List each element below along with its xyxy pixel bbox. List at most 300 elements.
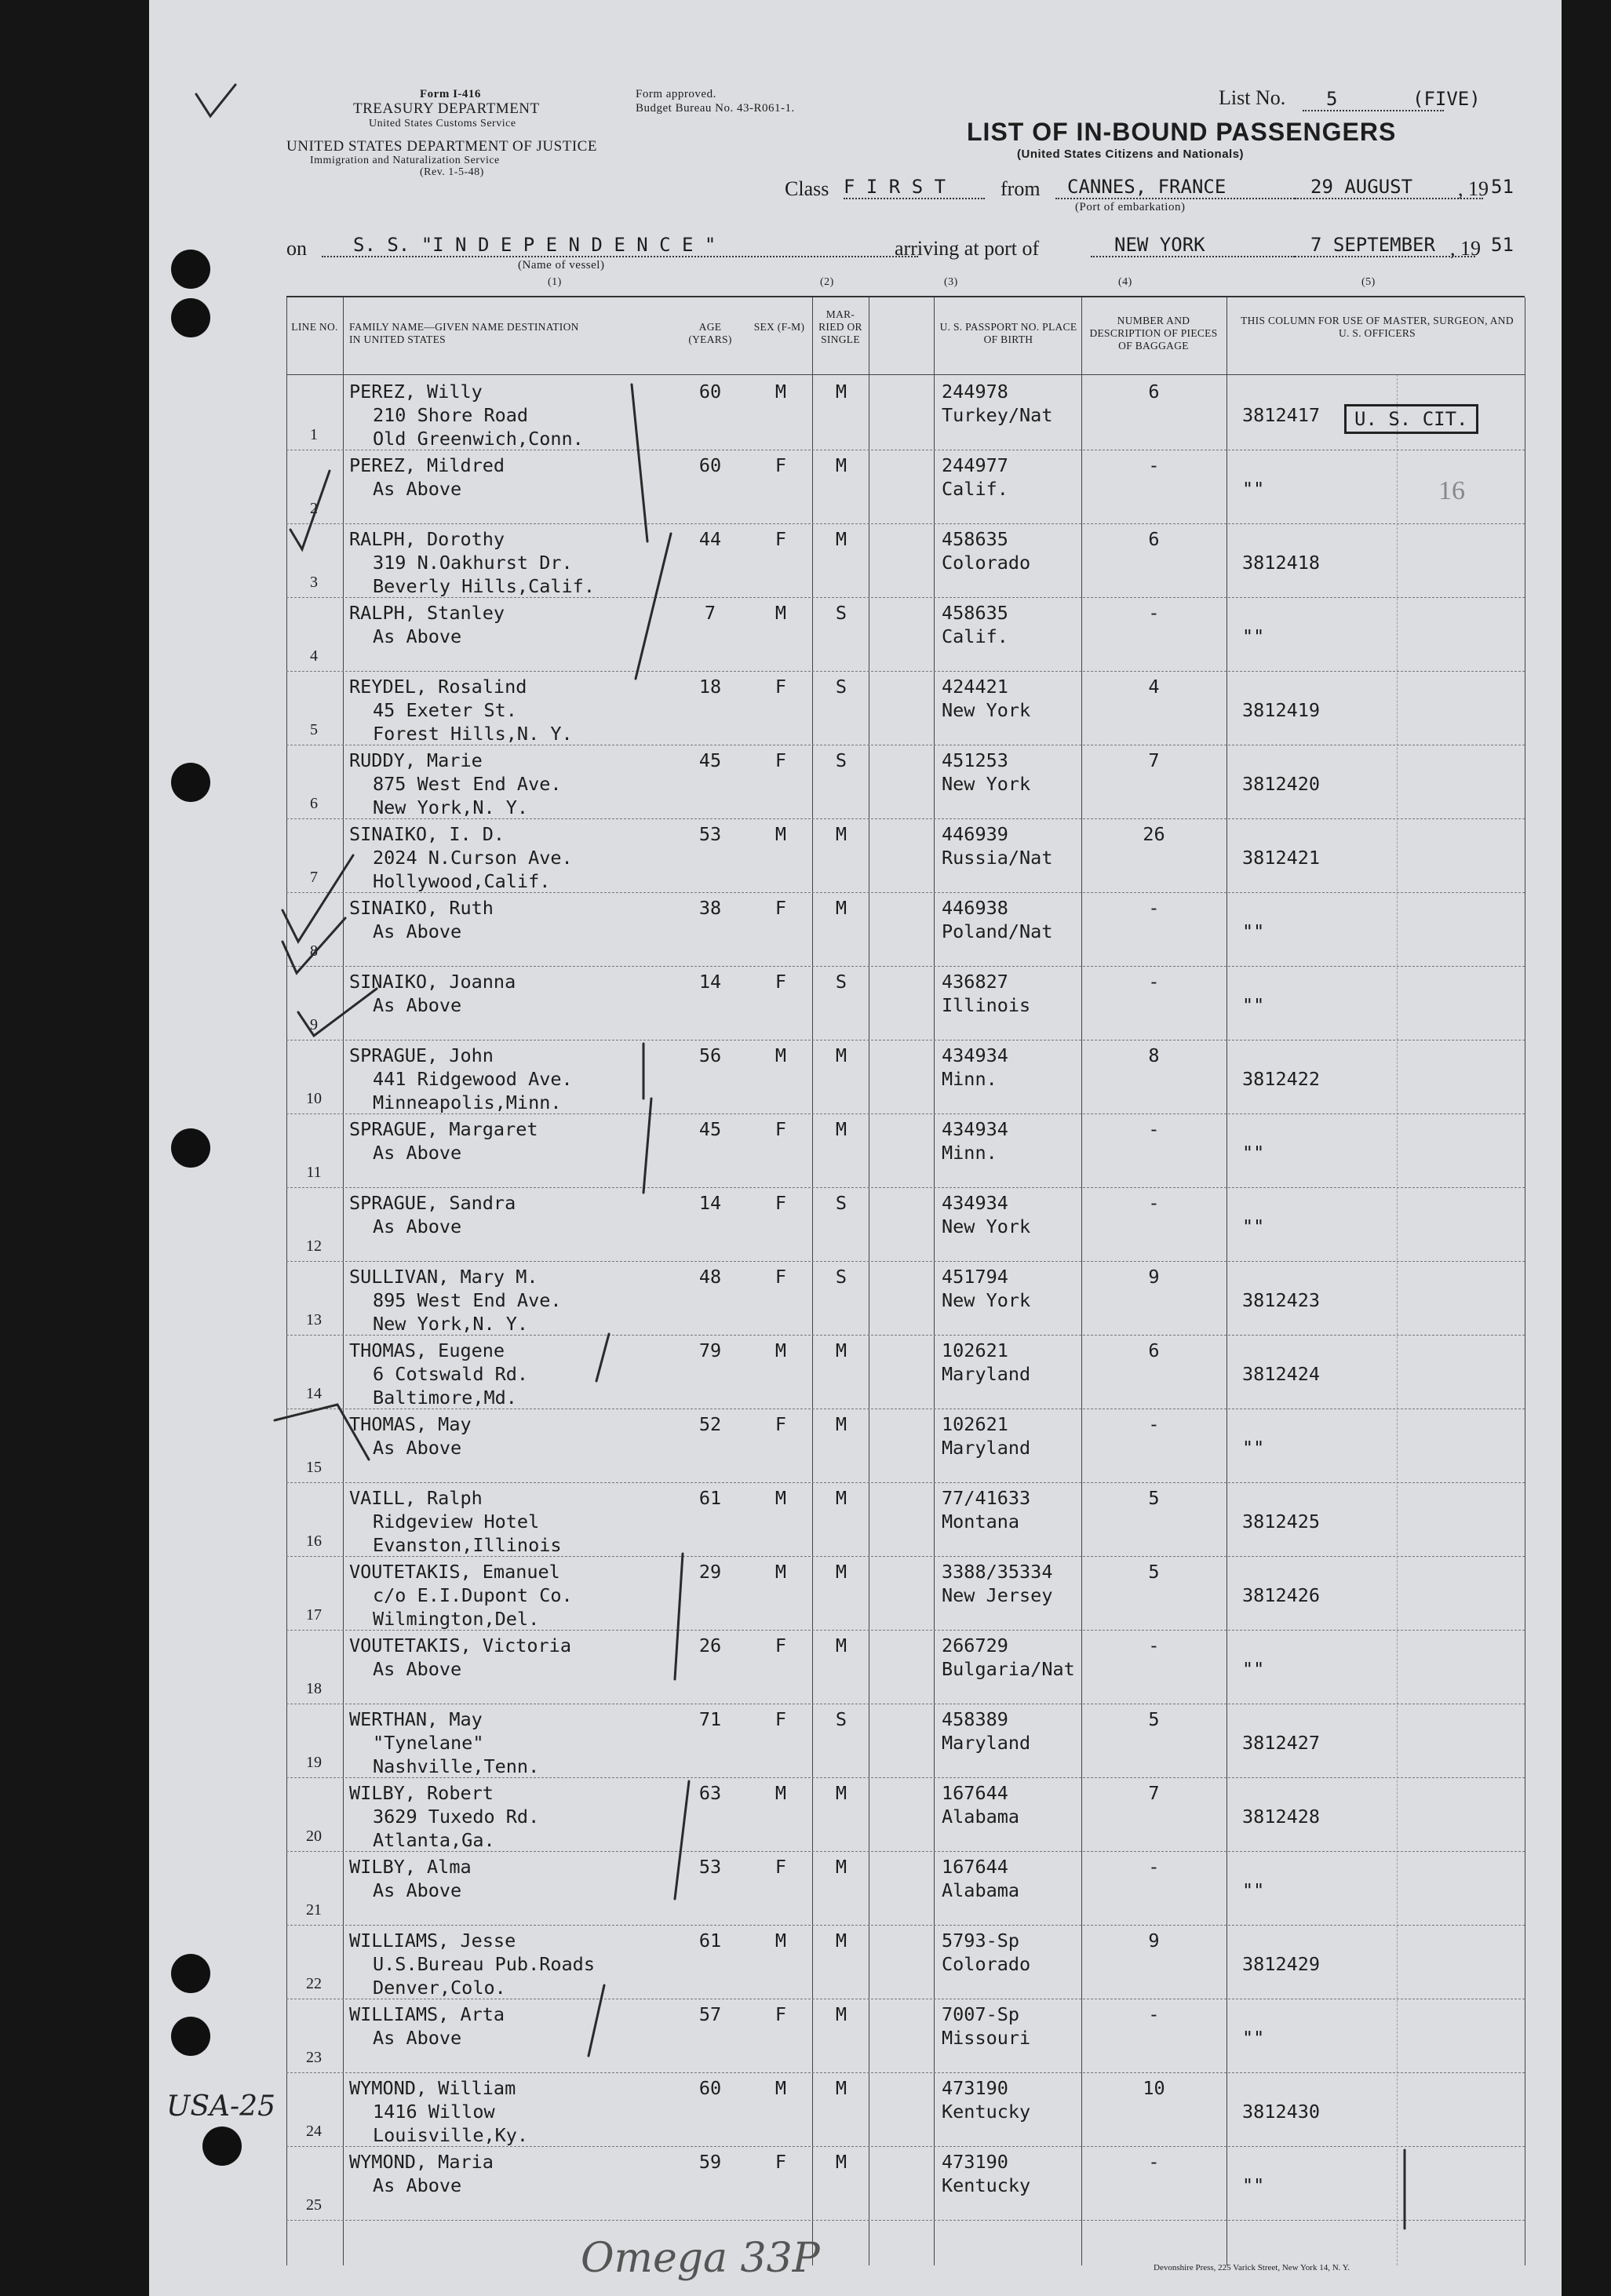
- place-of-birth: Missouri: [942, 2027, 1031, 2049]
- header-officers: THIS COLUMN FOR USE OF MASTER, SURGEON, AND U. S. OFFICERS: [1241, 315, 1514, 339]
- table-row: [286, 2072, 1525, 2147]
- marital-status: S: [835, 1266, 847, 1288]
- place-of-birth: New Jersey: [942, 1584, 1053, 1606]
- officer-reference: 3812429: [1242, 1953, 1321, 1975]
- colnum-1: (1): [548, 276, 562, 288]
- passenger-name: SPRAGUE, John: [349, 1044, 494, 1066]
- passport-number: 102621: [942, 1339, 1008, 1361]
- sex: M: [775, 1561, 787, 1583]
- baggage-count: 4: [1148, 676, 1160, 698]
- age: 14: [698, 1192, 722, 1214]
- marital-status: M: [835, 1487, 847, 1509]
- sex: F: [775, 1708, 787, 1730]
- sex: F: [775, 2003, 787, 2025]
- table-row: [286, 745, 1525, 819]
- line-number: 9: [310, 1016, 318, 1033]
- age: 53: [698, 1856, 722, 1878]
- place-of-birth: Kentucky: [942, 2101, 1031, 2123]
- line-number: 11: [306, 1164, 322, 1181]
- passport-number: 5793-Sp: [942, 1930, 1020, 1952]
- officer-reference: 3812424: [1242, 1363, 1321, 1385]
- age: 45: [698, 1118, 722, 1140]
- age: 14: [698, 971, 722, 993]
- passport-number: 167644: [942, 1856, 1008, 1878]
- sex: F: [775, 528, 787, 550]
- age: 60: [698, 2077, 722, 2099]
- place-of-birth: New York: [942, 699, 1031, 721]
- document-title: LIST OF IN-BOUND PASSENGERS: [967, 118, 1397, 146]
- passport-number: 3388/35334: [942, 1561, 1053, 1583]
- age: 53: [698, 823, 722, 845]
- place-of-birth: Turkey/Nat: [942, 404, 1053, 426]
- address-line-1: 6 Cotswald Rd.: [373, 1363, 529, 1385]
- baggage-count: -: [1148, 897, 1160, 919]
- passport-number: 451794: [942, 1266, 1008, 1288]
- place-of-birth: Maryland: [942, 1732, 1031, 1754]
- officer-reference: "": [1242, 1215, 1265, 1237]
- place-of-birth: Minn.: [942, 1142, 997, 1164]
- date-arrive: 7 SEPTEMBER: [1295, 234, 1475, 257]
- address-line-1: As Above: [373, 1437, 462, 1459]
- marital-status: M: [835, 454, 847, 476]
- table-row: [286, 523, 1525, 598]
- address-line-2: Wilmington,Del.: [373, 1608, 540, 1630]
- officer-reference: 3812426: [1242, 1584, 1321, 1606]
- colnum-4: (4): [1118, 276, 1132, 288]
- line-number: 2: [310, 500, 318, 517]
- passport-number: 434934: [942, 1118, 1008, 1140]
- punch-hole: [202, 2127, 242, 2166]
- table-row: [286, 450, 1525, 524]
- baggage-count: -: [1148, 1635, 1160, 1656]
- table-row: [286, 1556, 1525, 1631]
- table-row: [286, 1409, 1525, 1483]
- marital-status: M: [835, 823, 847, 845]
- address-line-2: New York,N. Y.: [373, 1313, 529, 1335]
- header-sex: SEX (F-M): [753, 321, 805, 333]
- address-line-1: As Above: [373, 920, 462, 942]
- place-of-birth: Alabama: [942, 1879, 1020, 1901]
- passport-number: 473190: [942, 2151, 1008, 2173]
- baggage-count: 6: [1148, 1339, 1160, 1361]
- line-number: 17: [306, 1606, 322, 1624]
- colnum-5: (5): [1361, 276, 1376, 288]
- officer-reference: "": [1242, 1142, 1265, 1164]
- sex: M: [775, 1487, 787, 1509]
- baggage-count: 6: [1148, 381, 1160, 403]
- marital-status: M: [835, 1339, 847, 1361]
- sex: F: [775, 1413, 787, 1435]
- officer-reference: 3812425: [1242, 1511, 1321, 1532]
- officer-reference: "": [1242, 1879, 1265, 1901]
- officer-reference: "": [1242, 2027, 1265, 2049]
- sex: F: [775, 1856, 787, 1878]
- address-line-1: As Above: [373, 2027, 462, 2049]
- passenger-name: SINAIKO, Ruth: [349, 897, 494, 919]
- address-line-2: Louisville,Ky.: [373, 2124, 529, 2146]
- marital-status: M: [835, 1635, 847, 1656]
- marital-status: M: [835, 1413, 847, 1435]
- age: 71: [698, 1708, 722, 1730]
- line-number: 18: [306, 1680, 322, 1697]
- marital-status: S: [835, 749, 847, 771]
- passport-number: 451253: [942, 749, 1008, 771]
- address-line-2: Atlanta,Ga.: [373, 1829, 495, 1851]
- margin-note: USA-25: [166, 2090, 275, 2123]
- passport-number: 473190: [942, 2077, 1008, 2099]
- baggage-count: -: [1148, 2151, 1160, 2173]
- age: 38: [698, 897, 722, 919]
- baggage-count: -: [1148, 1413, 1160, 1435]
- table-row: [286, 966, 1525, 1040]
- date-from: 29 AUGUST: [1295, 176, 1483, 199]
- officer-reference: "": [1242, 920, 1265, 942]
- table-row: [286, 1777, 1525, 1852]
- passenger-name: VOUTETAKIS, Victoria: [349, 1635, 571, 1656]
- passenger-table: [286, 296, 1525, 2265]
- marital-status: M: [835, 1118, 847, 1140]
- passport-number: 167644: [942, 1782, 1008, 1804]
- list-no-words: (FIVE): [1412, 88, 1481, 110]
- address-line-1: 210 Shore Road: [373, 404, 529, 426]
- passenger-name: WYMOND, Maria: [349, 2151, 494, 2173]
- marital-status: S: [835, 971, 847, 993]
- line-number: 1: [310, 426, 318, 443]
- year-arrive: 51: [1491, 234, 1514, 256]
- passport-number: 446938: [942, 897, 1008, 919]
- sex: M: [775, 823, 787, 845]
- place-of-birth: Poland/Nat: [942, 920, 1053, 942]
- place-of-birth: Calif.: [942, 625, 1008, 647]
- marital-status: S: [835, 1192, 847, 1214]
- sex: F: [775, 897, 787, 919]
- officer-reference: 3812423: [1242, 1289, 1321, 1311]
- address-line-2: Nashville,Tenn.: [373, 1755, 540, 1777]
- line-number: 21: [306, 1901, 322, 1919]
- place-of-birth: Colorado: [942, 1953, 1031, 1975]
- marital-status: M: [835, 2077, 847, 2099]
- passport-number: 446939: [942, 823, 1008, 845]
- address-line-1: U.S.Bureau Pub.Roads: [373, 1953, 595, 1975]
- marital-status: S: [835, 602, 847, 624]
- passenger-name: SPRAGUE, Margaret: [349, 1118, 538, 1140]
- sex: M: [775, 1044, 787, 1066]
- baggage-count: 8: [1148, 1044, 1160, 1066]
- officer-reference: 3812420: [1242, 773, 1321, 795]
- address-line-1: As Above: [373, 994, 462, 1016]
- line-number: 16: [306, 1532, 322, 1550]
- passenger-name: VOUTETAKIS, Emanuel: [349, 1561, 560, 1583]
- place-of-birth: Montana: [942, 1511, 1020, 1532]
- age: 52: [698, 1413, 722, 1435]
- age: 29: [698, 1561, 722, 1583]
- marital-status: M: [835, 1856, 847, 1878]
- passport-number: 434934: [942, 1044, 1008, 1066]
- customs-label: United States Customs Service: [369, 118, 516, 129]
- baggage-count: 7: [1148, 749, 1160, 771]
- address-line-2: Hollywood,Calif.: [373, 870, 551, 892]
- age: 44: [698, 528, 722, 550]
- baggage-count: 7: [1148, 1782, 1160, 1804]
- address-line-2: Evanston,Illinois: [373, 1534, 562, 1556]
- place-of-birth: Illinois: [942, 994, 1031, 1016]
- baggage-count: -: [1148, 1192, 1160, 1214]
- address-line-1: 895 West End Ave.: [373, 1289, 562, 1311]
- address-line-2: Old Greenwich,Conn.: [373, 428, 584, 450]
- marital-status: M: [835, 2003, 847, 2025]
- line-number: 13: [306, 1311, 322, 1328]
- place-of-birth: Minn.: [942, 1068, 997, 1090]
- sex: M: [775, 1782, 787, 1804]
- printer-footer: Devonshire Press, 225 Varick Street, New York 14, N. Y.: [1154, 2263, 1350, 2272]
- line-number: 12: [306, 1237, 322, 1255]
- baggage-count: 9: [1148, 1930, 1160, 1952]
- line-number: 10: [306, 1090, 322, 1107]
- passenger-name: VAILL, Ralph: [349, 1487, 483, 1509]
- baggage-count: -: [1148, 1856, 1160, 1878]
- age: 79: [698, 1339, 722, 1361]
- passenger-name: WILBY, Robert: [349, 1782, 494, 1804]
- passenger-name: SULLIVAN, Mary M.: [349, 1266, 538, 1288]
- list-no-value: 5: [1303, 88, 1444, 111]
- marital-status: S: [835, 1708, 847, 1730]
- sex: M: [775, 1930, 787, 1952]
- officer-reference: "": [1242, 1437, 1265, 1459]
- address-line-2: Baltimore,Md.: [373, 1387, 517, 1409]
- officer-reference: 3812430: [1242, 2101, 1321, 2123]
- punch-hole: [171, 2017, 210, 2056]
- address-line-1: As Above: [373, 625, 462, 647]
- passport-number: 458635: [942, 528, 1008, 550]
- baggage-count: -: [1148, 454, 1160, 476]
- header-rule: [286, 374, 1525, 375]
- officer-reference: 3812418: [1242, 552, 1321, 574]
- punch-hole: [171, 1128, 210, 1168]
- marital-status: M: [835, 1044, 847, 1066]
- age: 56: [698, 1044, 722, 1066]
- table-row: [286, 1113, 1525, 1188]
- address-line-2: Forest Hills,N. Y.: [373, 723, 573, 745]
- sex: F: [775, 676, 787, 698]
- place-of-birth: Russia/Nat: [942, 847, 1053, 869]
- age: 60: [698, 381, 722, 403]
- sex: M: [775, 2077, 787, 2099]
- place-of-birth: Bulgaria/Nat: [942, 1658, 1075, 1680]
- sex: F: [775, 1192, 787, 1214]
- passenger-name: RALPH, Dorothy: [349, 528, 505, 550]
- age: 26: [698, 1635, 722, 1656]
- address-line-2: New York,N. Y.: [373, 796, 529, 818]
- age: 61: [698, 1930, 722, 1952]
- sex: M: [775, 1339, 787, 1361]
- line-number: 5: [310, 721, 318, 738]
- passport-number: 266729: [942, 1635, 1008, 1656]
- table-row: [286, 1482, 1525, 1557]
- bottom-scrawl: Omega 33P: [581, 2235, 820, 2282]
- justice-label: UNITED STATES DEPARTMENT OF JUSTICE: [286, 138, 597, 155]
- table-row: [286, 2146, 1525, 2221]
- passenger-name: PEREZ, Willy: [349, 381, 483, 403]
- baggage-count: 5: [1148, 1708, 1160, 1730]
- passport-number: 436827: [942, 971, 1008, 993]
- age: 63: [698, 1782, 722, 1804]
- age: 61: [698, 1487, 722, 1509]
- passenger-name: WILLIAMS, Jesse: [349, 1930, 516, 1952]
- passenger-name: THOMAS, May: [349, 1413, 472, 1435]
- marital-status: M: [835, 2151, 847, 2173]
- table-row: [286, 1261, 1525, 1336]
- table-row: [286, 1704, 1525, 1778]
- table-row: [286, 1187, 1525, 1262]
- from-value: CANNES, FRANCE: [1055, 176, 1295, 199]
- address-line-1: As Above: [373, 1879, 462, 1901]
- address-line-1: 875 West End Ave.: [373, 773, 562, 795]
- class-label: Class: [785, 177, 829, 200]
- address-line-2: Beverly Hills,Calif.: [373, 575, 595, 597]
- treasury-label: TREASURY DEPARTMENT: [353, 100, 540, 117]
- baggage-count: 5: [1148, 1487, 1160, 1509]
- officer-reference: 3812417: [1242, 404, 1321, 426]
- address-line-1: "Tynelane": [373, 1732, 484, 1754]
- place-of-birth: Maryland: [942, 1363, 1031, 1385]
- marital-status: S: [835, 676, 847, 698]
- address-line-2: Denver,Colo.: [373, 1977, 506, 1999]
- marital-status: M: [835, 1782, 847, 1804]
- on-label: on: [286, 237, 307, 260]
- arriving-label: arriving at port of: [895, 237, 1040, 260]
- punch-hole: [171, 763, 210, 802]
- passenger-name: PEREZ, Mildred: [349, 454, 505, 476]
- place-of-birth: Colorado: [942, 552, 1031, 574]
- age: 59: [698, 2151, 722, 2173]
- header-name: FAMILY NAME—GIVEN NAME DESTINATION IN UNITED STATES: [349, 321, 579, 345]
- line-number: 20: [306, 1828, 322, 1845]
- line-number: 8: [310, 942, 318, 960]
- baggage-count: 10: [1143, 2077, 1165, 2099]
- officer-reference: "": [1242, 2174, 1265, 2196]
- line-number: 25: [306, 2196, 322, 2214]
- age: 18: [698, 676, 722, 698]
- baggage-count: 9: [1148, 1266, 1160, 1288]
- passport-number: 424421: [942, 676, 1008, 698]
- list-no-label: List No.: [1219, 86, 1286, 109]
- address-line-1: As Above: [373, 2174, 462, 2196]
- punch-hole: [171, 1954, 210, 1993]
- line-number: 3: [310, 574, 318, 591]
- place-of-birth: Alabama: [942, 1806, 1020, 1828]
- sex: M: [775, 381, 787, 403]
- table-row: [286, 376, 1525, 450]
- place-of-birth: New York: [942, 1289, 1031, 1311]
- punch-hole: [171, 250, 210, 289]
- line-number: 4: [310, 647, 318, 665]
- passport-number: 434934: [942, 1192, 1008, 1214]
- address-line-2: Minneapolis,Minn.: [373, 1092, 562, 1113]
- table-row: [286, 1335, 1525, 1409]
- passport-number: 244978: [942, 381, 1008, 403]
- colnum-3: (3): [944, 276, 958, 288]
- sex: F: [775, 1118, 787, 1140]
- officer-reference: "": [1242, 625, 1265, 647]
- table-row: [286, 597, 1525, 672]
- sex: F: [775, 1266, 787, 1288]
- address-line-1: 441 Ridgewood Ave.: [373, 1068, 573, 1090]
- header-passport: U. S. PASSPORT NO. PLACE OF BIRTH: [939, 321, 1077, 345]
- baggage-count: -: [1148, 602, 1160, 624]
- passport-number: 458635: [942, 602, 1008, 624]
- passenger-name: RUDDY, Marie: [349, 749, 483, 771]
- baggage-count: -: [1148, 2003, 1160, 2025]
- vessel-name: S. S. "I N D E P E N D E N C E ": [322, 234, 918, 257]
- baggage-count: -: [1148, 1118, 1160, 1140]
- address-line-1: c/o E.I.Dupont Co.: [373, 1584, 573, 1606]
- officer-reference: 3812421: [1242, 847, 1321, 869]
- passenger-name: SINAIKO, Joanna: [349, 971, 516, 993]
- address-line-1: 3629 Tuxedo Rd.: [373, 1806, 540, 1828]
- header-baggage: NUMBER AND DESCRIPTION OF PIECES OF BAGGAGE: [1089, 315, 1218, 352]
- year-from: 51: [1491, 176, 1514, 198]
- line-number: 14: [306, 1385, 322, 1402]
- passenger-name: WILLIAMS, Arta: [349, 2003, 505, 2025]
- embark-caption: (Port of embarkation): [1075, 201, 1186, 213]
- header-married: MAR-RIED OR SINGLE: [818, 308, 862, 345]
- from-label: from: [1000, 177, 1041, 200]
- sex: F: [775, 971, 787, 993]
- sex: F: [775, 749, 787, 771]
- place-of-birth: New York: [942, 1215, 1031, 1237]
- passenger-name: SINAIKO, I. D.: [349, 823, 505, 845]
- passenger-name: WILBY, Alma: [349, 1856, 472, 1878]
- passenger-name: RALPH, Stanley: [349, 602, 505, 624]
- address-line-1: As Above: [373, 1142, 462, 1164]
- address-line-1: 45 Exeter St.: [373, 699, 517, 721]
- officer-reference: 3812428: [1242, 1806, 1321, 1828]
- line-number: 6: [310, 795, 318, 812]
- marital-status: M: [835, 897, 847, 919]
- budget-label: Budget Bureau No. 43-R061-1.: [636, 102, 795, 115]
- age: 60: [698, 454, 722, 476]
- officer-reference: 3812419: [1242, 699, 1321, 721]
- officer-reference: "": [1242, 1658, 1265, 1680]
- address-line-1: As Above: [373, 1658, 462, 1680]
- year-prefix-2: , 19: [1450, 237, 1481, 260]
- table-row: [286, 671, 1525, 745]
- table-row: [286, 1925, 1525, 1999]
- baggage-count: 5: [1148, 1561, 1160, 1583]
- port-value: NEW YORK: [1091, 234, 1295, 257]
- table-row: [286, 1851, 1525, 1926]
- marital-status: M: [835, 1561, 847, 1583]
- address-line-1: 1416 Willow: [373, 2101, 495, 2123]
- officer-reference: 3812427: [1242, 1732, 1321, 1754]
- address-line-1: As Above: [373, 1215, 462, 1237]
- passport-number: 102621: [942, 1413, 1008, 1435]
- class-value: F I R S T: [844, 176, 985, 199]
- officer-reference: 3812422: [1242, 1068, 1321, 1090]
- line-number: 19: [306, 1754, 322, 1771]
- document-subtitle: (United States Citizens and Nationals): [1017, 148, 1245, 161]
- passport-number: 7007-Sp: [942, 2003, 1020, 2025]
- punch-hole: [171, 298, 210, 337]
- address-line-1: 319 N.Oakhurst Dr.: [373, 552, 573, 574]
- passport-number: 77/41633: [942, 1487, 1031, 1509]
- passenger-name: REYDEL, Rosalind: [349, 676, 527, 698]
- rev-label: (Rev. 1-5-48): [420, 166, 484, 178]
- table-row: [286, 818, 1525, 893]
- age: 7: [704, 602, 716, 624]
- age: 57: [698, 2003, 722, 2025]
- passenger-name: WYMOND, William: [349, 2077, 516, 2099]
